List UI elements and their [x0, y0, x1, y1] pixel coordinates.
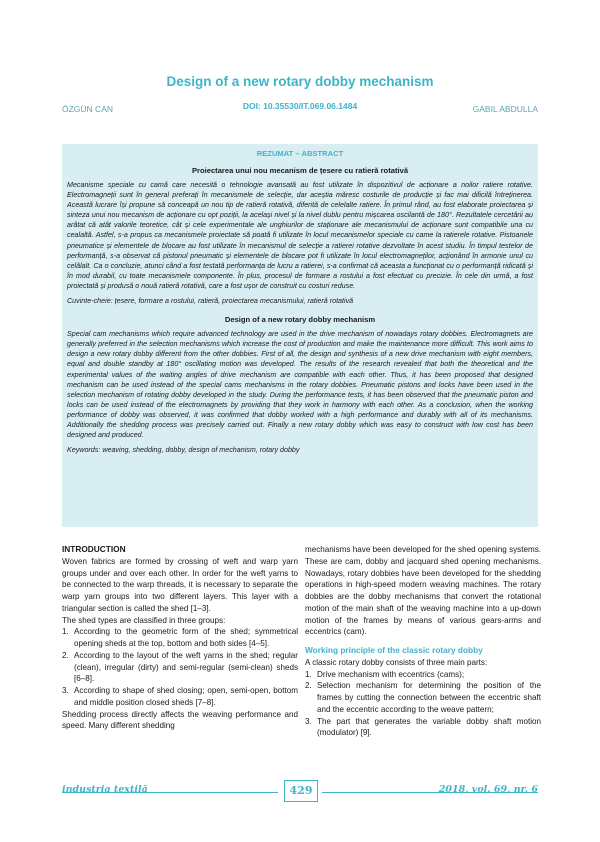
abstract-ro-title: Proiectarea unui nou mecanism de țesere cu ratieră rotativă — [191, 166, 409, 175]
intro-paragraph-2: The shed types are classified in three groups: — [62, 615, 226, 625]
abstract-ro-keywords: Cuvinte-cheie: țesere, formare a rostului, ratieră, proiectarea mecanismului, ratieră rotativă — [67, 297, 354, 306]
paper-title: Design of a new rotary dobby mechanism — [166, 74, 434, 89]
dobby-parts-list — [305, 669, 541, 740]
abstract-ro-text: Mecanisme speciale cu camă care necesită o tehnologie avansată au fost utilizate în dispozitivul de acționare a noilor ratiere rotative. Electromagneții sunt în general preferați în mecanismele de selecție, dar aceștia măresc costurile de producție și fac mai dificilă întreținerea. Această lucrare își propune să conceapă un nou tip de ratieră rotativă, diferită de celelalte ratiere. În primul rând, au fost elaborate proiectarea și sinteza unui nou mecanism de acționare cu opt poziții, la același nivel și la nivel dublu pentru mișcarea oscilantă de 180°. Rezultatele cercetării au arătat că atât valorile teoretice, cât și cele experimentale ale unghiurilor de staționare ale mecanismului de acționare sunt compatibile una cu cealaltă. Astfel, s-a propus ca mecanismele proiectate să poată fi utilizate în locul mecanismelor speciale cu came la ratierele rotative. Pistoanele pneumatice și elementele de blocare au fost utilizate în mecanismul de selecție a ratierei rotative dezvoltate în acest studiu. În timpul testelor de performanță, s-a observat că pistonul pneumatic și elementele de blocare pot fi utilizate în locul electromagneților, acționând în armonie unul cu celălalt. Ca o concluzie, atunci când a fost testată performanța de lucru a ratierei, s-a confirmat că aceasta a funcționat cu o performanță ridicată și în mod durabil, cu toate mecanismele componente. În plus, procesul de formare a rostului a fost efectuat cu precizie. În cele din urmă, a fost proiectată și produsă o nouă ratieră rotativă, care a fost ușor de construit cu costuri reduse. — [67, 181, 533, 290]
abstract-en-title: Design of a new rotary dobby mechanism — [224, 315, 376, 325]
list-item: 1. Drive mechanism with eccentrics (cams); — [305, 669, 465, 679]
issue-info: 2018, vol. 69, nr. 6 — [438, 784, 538, 795]
body-column-right — [305, 544, 541, 739]
author-left: ÖZGÜN CAN — [62, 104, 113, 114]
abstract-en-text: Special cam mechanisms which require advanced technology are used in the drive mechanism of nowadays rotary dobbies. Electromagnets are generally preferred in the selection mechanisms which increase the cost of production and make the maintenance more difficult. This work aims to design a new rotary dobby different from the other dobbies. First of all, the design and synthesis of a new drive mechanism with eight members, equal and double standby at 180° oscillating motion was developed. The results of the research revealed that both the theoretical and the experimental values of the waiting angles of drive mechanism are compatible with each other. Thus, it has been proposed that designed mechanism can be used instead of the special cams mechanisms in the rotary dobbies. Pneumatic pistons and locks have been used in the selection mechanism of rotating dobby developed in the study. During the performance tests, it has been observed that the pneumatic piston and locks can be used instead of the electromagnets by providing that they work in harmony with each other. As a conclusion, when the working performance of dobby was observed, it was confirmed that dobby worked with a high performance and durably with all of its mechanisms. Additionally the shedding process was precisely carried out. Finally a new rotary dobby which was easy to construct with low cost has been designed and produced. — [67, 330, 533, 440]
principle-paragraph: A classic rotary dobby consists of three main parts: — [305, 657, 488, 667]
list-item: 1. According to the geometric form of the shed; symmetrical opening sheds at the top, bottom and both sides [4–5]. — [62, 627, 298, 648]
intro-paragraph-1: Woven fabrics are formed by crossing of weft and warp yarn groups under and over each other. In order for the weft yarns to be connected to the warp threads, it is necessary to separate the warp yarn groups into two different layers. This layer with a triangular section is called the shed [1–3]. — [62, 556, 298, 613]
abstract-box — [62, 144, 538, 527]
intro-paragraph-3-part-1: Shedding process directly affects the weaving performance and speed. Many different shedding — [62, 709, 298, 731]
body-column-left — [62, 544, 298, 732]
abstract-heading: REZUMAT – ABSTRACT — [256, 149, 344, 158]
author-right: GABIL ABDULLA — [472, 104, 538, 114]
abstract-en-keywords: Keywords: weaving, shedding, dobby, design of mechanism, rotary dobby — [67, 446, 300, 455]
introduction-heading: INTRODUCTION — [62, 544, 126, 554]
intro-paragraph-3-part-2: mechanisms have been developed for the shed opening systems. These are cam, dobby and jacquard shed opening mechanisms. Nowadays, rotary dobbies have been developed for the shedding operations in high-speed modern weaving machines. The rotary dobbies are the dobby mechanisms that convert the rotational motion of the main shaft of the weaving machine into a up-down motion of the frames by means of various gears-arms and eccentrics (cam). — [305, 545, 541, 637]
principle-heading: Working principle of the classic rotary dobby — [305, 645, 483, 655]
list-item: 2. According to the layout of the weft yarns in the shed; regular (clean), irregular (dirty) and semi-regular (semi-clean) sheds [6–8]. — [62, 650, 298, 684]
journal-name: industria textilă — [62, 784, 148, 795]
doi[interactable]: DOI: 10.35530/IT.069.06.1484 — [242, 101, 358, 111]
shed-types-list — [62, 626, 298, 708]
page-number: 429 — [284, 780, 318, 802]
list-item: 3. The part that generates the variable dobby shaft motion (modulator) [9]. — [305, 716, 541, 738]
list-item: 3. According to shape of shed closing; open, semi-open, bottom and middle position closed sheds [7–8]. — [62, 686, 298, 707]
list-item: 2. Selection mechanism for determining the position of the frames by cutting the connection between the eccentric shaft and the eccentric according to the weave pattern; — [305, 681, 541, 714]
